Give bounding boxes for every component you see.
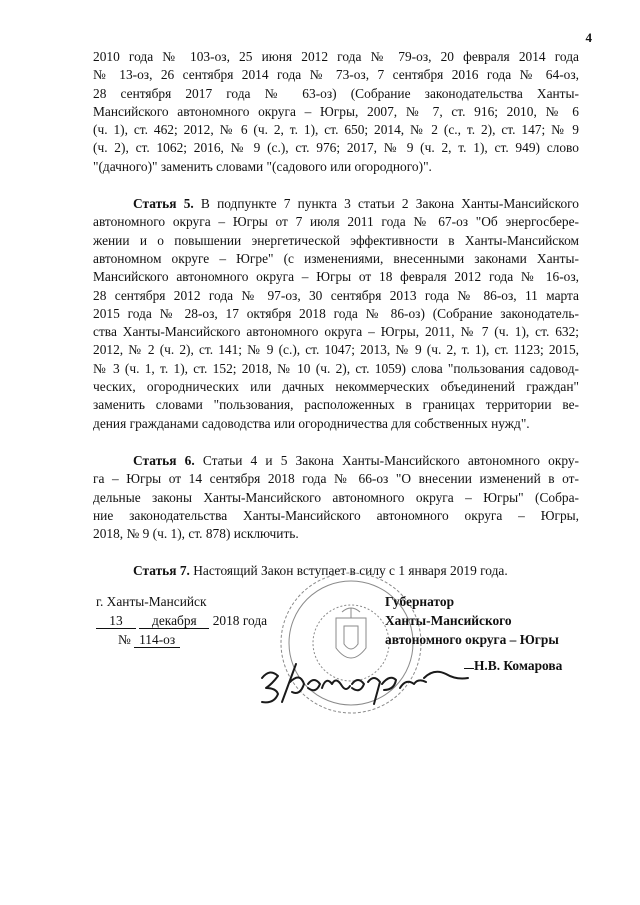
law-number-prefix: №	[118, 632, 131, 647]
article-6-first-line	[93, 452, 579, 470]
text-line: (ч. 1), ст. 462; 2012, № 6 (ч. 2, т. 1), ст. 650; 2014, № 2 (с., т. 2), ст. 147; № 9	[93, 122, 579, 138]
text-line: ческих, огороднических или дачных некоммерческих объединений граждан"	[93, 379, 579, 395]
text-line: дельные законы Ханты-Мансийского автономного округа – Югры" (Собра-	[93, 489, 579, 505]
handwritten-signature	[256, 648, 486, 712]
article-5-intro: В подпункте 7 пункта 3 статьи 2 Закона Ханты-Мансийского	[193, 196, 579, 212]
article-6-heading: Статья 6.	[133, 452, 195, 468]
date-day: 13	[96, 614, 136, 629]
article-7-heading: Статья 7.	[133, 563, 190, 579]
document-body	[93, 48, 579, 581]
page-number: 4	[585, 30, 592, 45]
city: г. Ханты-Мансийск	[96, 594, 207, 609]
paragraph-continuation	[93, 48, 579, 176]
text-line: 2012, № 2 (ч. 2), ст. 141; № 9 (с.), ст. 1047; 2013, № 9 (ч. 2, т. 1), ст. 1123; 2015,	[93, 342, 579, 358]
signatory-title-line-1: Губернатор	[385, 594, 455, 609]
text-line: ние законодательства Ханты-Мансийского автономного округа – Югры,	[93, 507, 579, 523]
text-line: Мансийского автономного округа – Югры от 18 февраля 2012 года № 16-оз,	[93, 269, 579, 285]
text-line: 2018, № 9 (ч. 1), ст. 878) исключить.	[93, 526, 299, 542]
text-line: 28 сентября 2017 года № 63-оз) (Собрание законодательства Ханты-	[93, 85, 579, 101]
place-date-block	[96, 592, 267, 649]
text-line: № 3 (ч. 1, т. 1), ст. 152; 2018, № 10 (ч. 2), ст. 1059) слова "пользования садовод-	[93, 360, 579, 376]
text-line: Мансийского автономного округа – Югры, 2007, № 7, ст. 916; 2010, № 6	[93, 103, 579, 119]
article-7-text: Настоящий Закон вступает в силу с 1 января 2019 года.	[189, 563, 508, 579]
article-5-heading: Статья 5.	[133, 196, 194, 212]
text-line: га – Югры от 14 сентября 2018 года № 66-оз "О внесении изменений в от-	[93, 471, 579, 487]
text-line: ства Ханты-Мансийского автономного округа – Югры, 2011, № 7 (ч. 1), ст. 632;	[93, 324, 579, 340]
date-year: 2018 года	[212, 613, 268, 628]
text-line: 28 сентября 2012 года № 97-оз, 30 сентября 2013 года № 86-оз, 11 марта	[93, 287, 579, 303]
signer-underline	[464, 668, 474, 669]
text-line: заменить словами "пользования, расположенных в границах территории ве-	[93, 397, 579, 413]
date-line	[96, 611, 267, 630]
signer-name: Н.В. Комарова	[474, 658, 563, 673]
article-5-first-line	[93, 195, 579, 213]
text-line: 2010 года № 103-оз, 25 июня 2012 года № 79-оз, 20 февраля 2014 года	[93, 49, 579, 64]
article-6	[93, 452, 579, 543]
law-number: 114-оз	[134, 633, 180, 648]
law-number-line	[96, 630, 267, 649]
article-6-intro: Статьи 4 и 5 Закона Ханты-Мансийского автономного окру-	[194, 452, 579, 468]
signatory-title-line-3: автономного округа – Югры	[385, 632, 559, 647]
text-line: жении и о повышении энергетической эффективности в Ханты-Мансийском	[93, 232, 579, 248]
text-line: автономном округе – Югре" (с изменениями, внесенными законами Ханты-	[93, 250, 579, 266]
text-line: дения гражданами садоводства или огородничества для собственных нужд".	[93, 415, 530, 431]
signatory-title	[385, 592, 559, 649]
text-line: 2015 года № 28-оз, 17 октября 2018 года № 86-оз) (Собрание законодатель-	[93, 305, 579, 321]
text-line: № 13-оз, 26 сентября 2014 года № 73-оз, 7 сентября 2016 года № 64-оз,	[93, 67, 579, 83]
text-line: "(дачного)" заменить словами "(садового или огородного)".	[93, 158, 432, 174]
article-5	[93, 195, 579, 433]
date-month: декабря	[139, 614, 209, 629]
signatory-title-line-2: Ханты-Мансийского	[385, 613, 512, 628]
text-line: автономного округа – Югры от 7 июля 2011 года № 67-оз "Об энергосбере-	[93, 214, 579, 230]
text-line: (ч. 2), ст. 1062; 2016, № 9 (с.), ст. 976; 2017, № 9 (ч. 2, т. 1), ст. 949) слово	[93, 140, 579, 156]
